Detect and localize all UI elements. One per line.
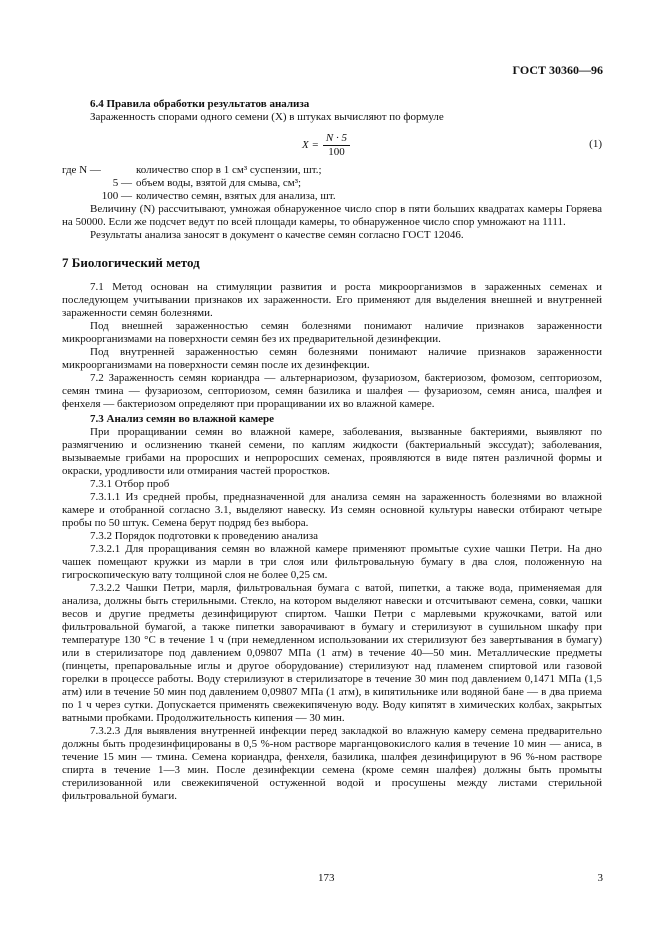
legend-text: количество семян, взятых для анализа, шт.	[136, 190, 336, 202]
legend-item-100	[62, 190, 602, 203]
page-number: 173	[318, 872, 335, 884]
legend-text: количество спор в 1 см³ суспензии, шт.;	[136, 164, 322, 176]
legend-symbol: где N —	[62, 164, 101, 176]
formula-lhs: X =	[302, 139, 319, 151]
paragraph-external-infection: Под внешней зараженностью семян болезнями понимают наличие признаков зараженности микроорганизмами на поверхности семян без их предварительной дезинфекции.	[62, 320, 602, 345]
legend-item-5	[62, 177, 602, 190]
page-body	[62, 96, 602, 803]
formula-number: (1)	[589, 138, 602, 150]
paragraph-7-2: 7.2 Зараженность семян кориандра — альтернариозом, фузариозом, бактериозом, фомозом, септориозом, семян тмина — фузариозом, септориозом, семян базилика и шалфея — фузариозом, семян аниса, шалфея и фенхеля — бактериозом определяют при проращивании их во влажной камере.	[62, 372, 602, 410]
legend-symbol: 100 —	[101, 190, 132, 202]
paragraph-7-3-1-1: 7.3.1.1 Из средней пробы, предназначенной для анализа семян на зараженность болезнями во влажной камере и отобранной согласно 3.1, выделяют навеску. Из семян основной культуры навески отбирают четыре пробы по 50 штук. Семена берут подряд без выбора.	[62, 491, 602, 529]
section-6-4-heading: 6.4 Правила обработки результатов анализа	[90, 98, 310, 110]
section-7-title: 7 Биологический метод	[62, 255, 200, 270]
paragraph-7-3-1: 7.3.1 Отбор проб	[90, 478, 170, 490]
paragraph-7-3: При проращивании семян во влажной камере, заболевания, вызванные бактериями, выявляют по размягчению и ослизнению тканей семени, по каплям жидкости (бактериальный экссудат); заболевания, вызываемые грибами на проросших и непроросших семенах, проявляются в виде пятен различной формы и окраски, уродливости или отмирания частей проростков.	[62, 426, 602, 477]
formula-intro: Зараженность спорами одного семени (X) в штуках вычисляют по формуле	[90, 111, 444, 123]
paragraph-7-3-2-2: 7.3.2.2 Чашки Петри, марля, фильтровальная бумага с ватой, пипетки, а также вода, применяемая для анализа, должны быть стерильными. Стекло, на котором выделяют навески и отсчитывают семена, совки, чашки весов и другие предметы дезинфицируют спиртом. Чашки Петри с марлевыми кружочками, ватой или фильтровальной бумагой, а также пипетки заворачивают в бумагу и стерилизуют в сушильном шкафу при температуре 130 °С в течение 1 ч (при немедленном использовании их стерилизуют без завертывания в бумагу) или в стерилизаторе под давлением 0,09807 МПа (1 атм) в течение 40—50 мин. Металлические предметы (пинцеты, препаровальные иглы и другое оборудование) стерилизуют над пламенем спиртовой или газовой горелки в процессе работы. Воду стерилизуют в стерилизаторе в течение 30 мин под давлением 0,1471 МПа (1,5 атм) или в течение 50 мин под давлением 0,09807 МПа (1 атм), в кипятильнике или водяной бане — в два приема по 1 ч через сутки. Допускается применять свежекипяченую воду. Воду кипятят в химических колбах, закрытых ватными пробками. Продолжительность кипения — 30 мин.	[62, 582, 602, 724]
formula-denominator: 100	[328, 146, 345, 158]
paragraph-7-3-2-3: 7.3.2.3 Для выявления внутренней инфекции перед закладкой во влажную камеру семена предварительно должны быть продезинфицированы в 0,5 %-ном растворе марганцовокислого калия в течение 10 мин — аниса, в течение 15 мин — тмина. Семена кориандра, фенхеля, базилика, шалфея дезинфицируют в 96 %-ном растворе спирта в течение 1—3 мин. После дезинфекции семена (кроме семян шалфея) должны быть промыты стерилизованной или свежекипяченой остуженной водой и просушены между листами стерильной фильтровальной бумаги.	[62, 725, 602, 802]
formula-legend	[62, 164, 602, 203]
standard-code: ГОСТ 30360—96	[512, 63, 603, 77]
paragraph-7-3-2-1: 7.3.2.1 Для проращивания семян во влажной камере применяют промытые сухие чашки Петри. На дно чашек помещают кружки из марли в три слоя или фильтровальную бумагу в два слоя, положенную на гигроскопическую вату толщиной слоя не более 0,25 см.	[62, 543, 602, 581]
formula-1	[62, 128, 602, 162]
formula-numerator: N · 5	[323, 132, 350, 146]
legend-item-n	[62, 164, 602, 177]
paragraph-internal-infection: Под внутренней зараженностью семян болезнями понимают наличие признаков зараженности микроорганизмами на поверхности семян после их дезинфекции.	[62, 346, 602, 371]
paragraph-7-1: 7.1 Метод основан на стимуляции развития и роста микроорганизмов в зараженных семенах и последующем учитывании признаков их зараженности. Его применяют для выделения внешней и внутренней зараженности семян болезнями.	[62, 281, 602, 319]
paragraph-n-calculation: Величину (N) рассчитывают, умножая обнаруженное число спор в пяти больших квадратах камеры Горяева на 50000. Если же подсчет ведут по всей площади камеры, то обнаруженное число спор умножают на 1111.	[62, 203, 602, 228]
legend-symbol: 5 —	[112, 177, 132, 189]
formula-fraction	[323, 132, 350, 159]
sheet-number: 3	[597, 872, 603, 884]
paragraph-results: Результаты анализа заносят в документ о качестве семян согласно ГОСТ 12046.	[90, 229, 464, 241]
section-7-3-heading: 7.3 Анализ семян во влажной камере	[90, 413, 275, 425]
legend-text: объем воды, взятой для смыва, см³;	[136, 177, 302, 189]
paragraph-7-3-2: 7.3.2 Порядок подготовки к проведению анализа	[90, 530, 318, 542]
